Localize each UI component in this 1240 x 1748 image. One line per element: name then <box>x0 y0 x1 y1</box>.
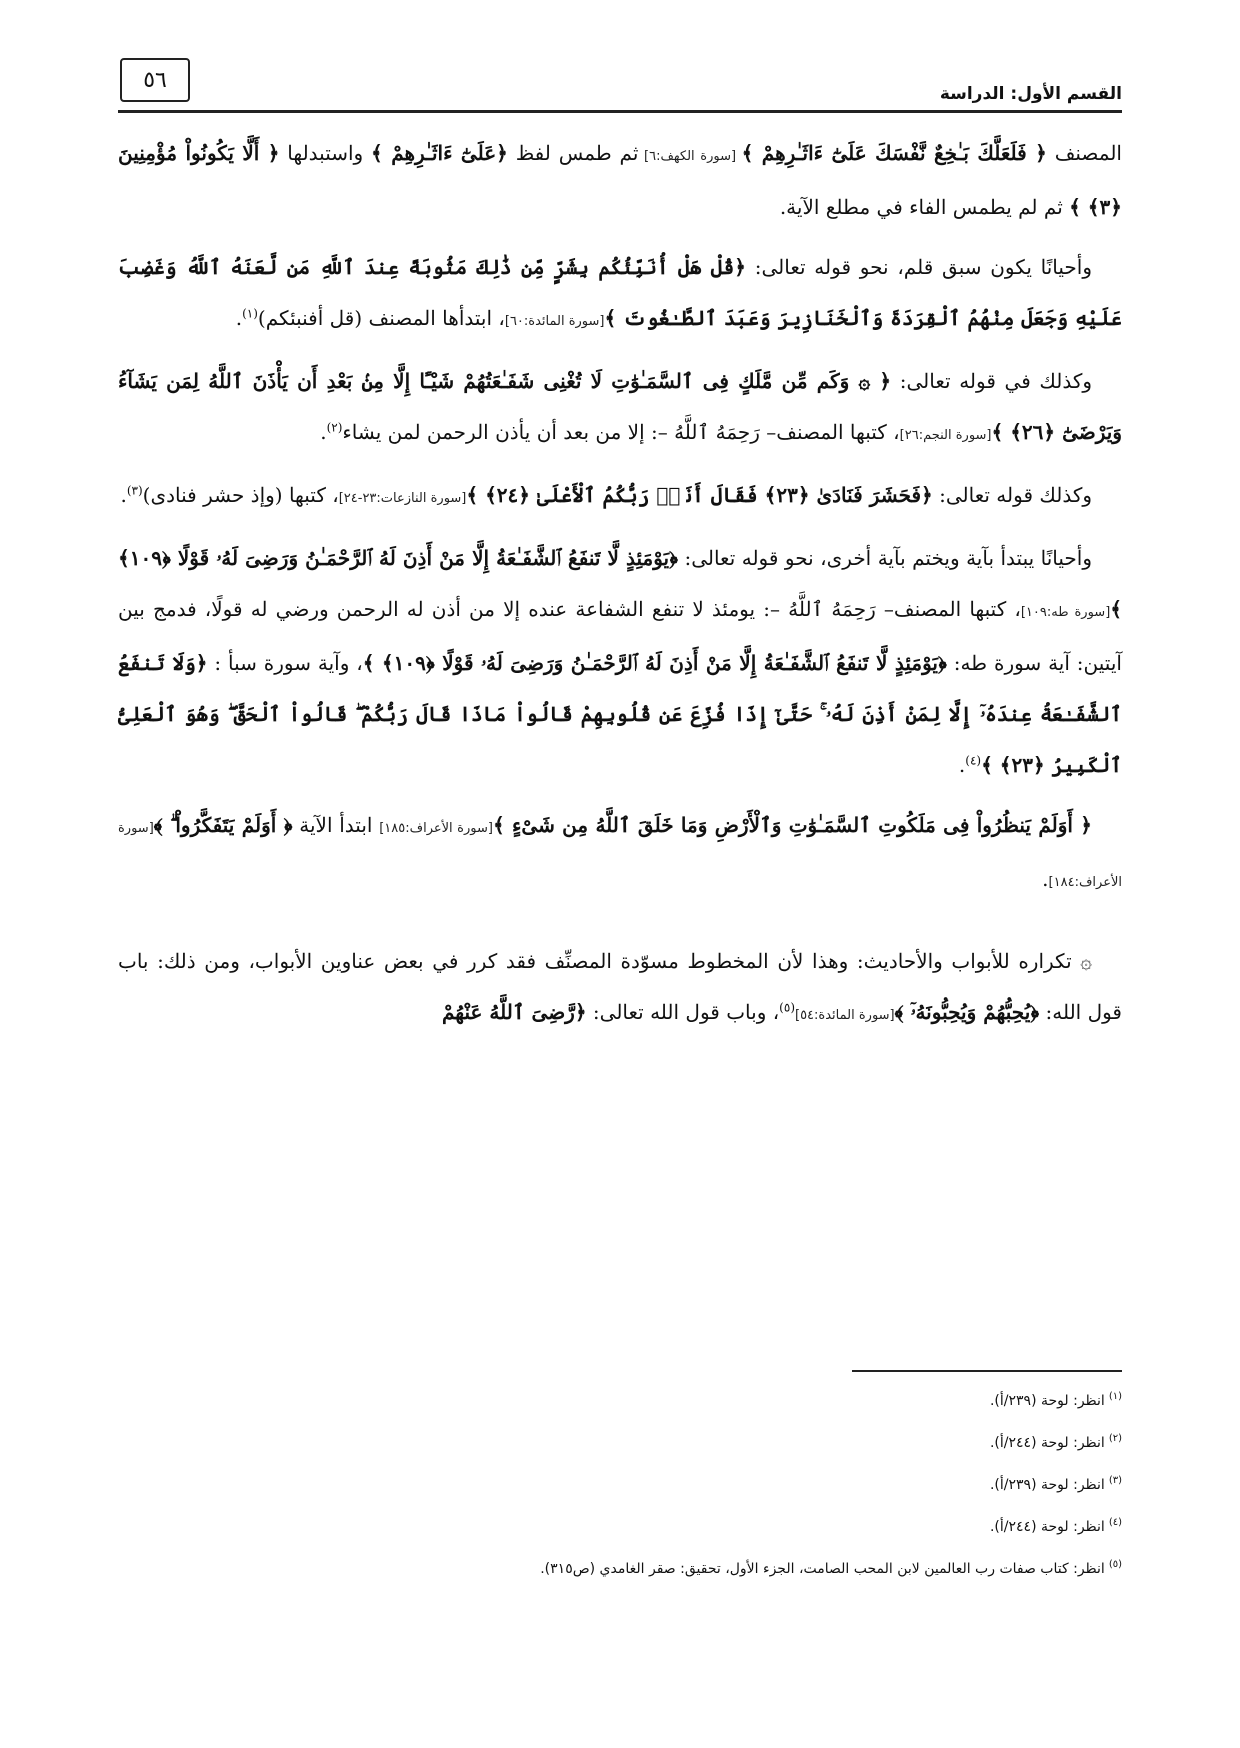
quran-verse: ﴿وَلَا تَنفَعُ ٱلشَّفَـٰعَةُ عِندَهُۥٓ إِلَّا لِمَنْ أَذِنَ لَهُۥ ۚ حَتَّىٰٓ إِذَا فُزِّعَ عَن قُلُوبِهِمْ قَالُواْ مَاذَا قَالَ رَبُّكُمْ ۖ قَالُواْ ٱلْحَقَّ ۖ وَهُوَ ٱلْعَلِىُّ ٱلْكَبِيرُ ﴿٢٣﴾ ﴾ <box>118 651 1122 777</box>
footnote-number: (٤) <box>1108 1517 1122 1529</box>
body-text: . <box>958 753 966 777</box>
paragraph <box>118 356 1122 461</box>
surah-reference: [سورة النازعات:٢٣-٢٤] <box>338 491 467 506</box>
body-text: ابتدأ الآية <box>292 813 380 837</box>
quran-verse: ﴿ فَلَعَلَّكَ بَـٰخِعٌ نَّفْسَكَ عَلَىٰٓ ءَاثَـٰرِهِمْ ﴾ <box>741 141 1047 165</box>
body-text: ، ابتدأها المصنف (قل أفنبئكم) <box>257 306 505 330</box>
footnote <box>118 1512 1122 1554</box>
body-text: المصنف <box>1046 141 1122 165</box>
footnote-marker: (١) <box>242 306 258 321</box>
footnote-marker: (٥) <box>779 1000 795 1015</box>
body-text: . <box>320 420 327 444</box>
quran-verse: ﴿قُلْ هَلْ أُنَبِّئُكُم بِشَرٍّ مِّن ذَٰلِكَ مَثُوبَةً عِندَ ٱللَّهِ مَن لَّعَنَهُ ٱللَّهُ وَغَضِبَ عَلَيْهِ وَجَعَلَ مِنْهُمُ ٱلْقِرَدَةَ وَٱلْخَنَازِيرَ وَعَبَدَ ٱلطَّـٰغُوتَ ﴾ <box>118 255 1122 330</box>
body-text: ، كتبها المصنف– رَحِمَهُ ٱللَّهُ –: إلا من بعد أن يأذن الرحمن لمن يشاء <box>342 420 900 444</box>
footnote-marker: (٣) <box>126 483 143 498</box>
footnotes <box>118 1386 1122 1596</box>
body-text: ، وباب قول الله تعالى: <box>586 1000 780 1024</box>
paragraph <box>118 242 1122 347</box>
paragraph <box>118 936 1122 1041</box>
section-title: القسم الأول: الدراسة <box>939 84 1122 104</box>
body-text: . <box>235 306 243 330</box>
paragraph <box>118 470 1122 524</box>
header-divider <box>118 110 1122 113</box>
surah-reference: [سورة المائدة:٦٠] <box>504 314 605 329</box>
body-text: ، كتبها (وإذ حشر فنادى) <box>142 483 339 507</box>
footnote-text: انظر: لوحة (٢٣٩/أ). <box>989 1393 1105 1409</box>
quran-verse: ﴿عَلَىٰٓ ءَاثَـٰرِهِمْ ﴾ <box>371 141 508 165</box>
quran-verse: ﴿يَوْمَئِذٍ لَّا تَنفَعُ ٱلشَّفَـٰعَةُ إِلَّا مَنْ أَذِنَ لَهُ ٱلرَّحْمَـٰنُ وَرَضِىَ لَهُۥ قَوْلًا ﴿١٠٩﴾ ﴾ <box>118 546 1122 621</box>
footnote-number: (٣) <box>1108 1475 1122 1487</box>
surah-reference: [سورة المائدة:٥٤] <box>795 1008 895 1023</box>
surah-reference: [سورة الأعراف:١٨٤] <box>118 821 1122 890</box>
body-text: ، كتبها المصنف– رَحِمَهُ ٱللَّهُ –: يومئذ لا تنفع الشفاعة عنده إلا من أذن له الرحمن ورضي له قولًا، فدمج بين آيتين: آية سورة طه: <box>118 597 1122 675</box>
quran-verse: ﴿ أَوَلَمْ يَتَفَكَّرُواْ ۗ ﴾ <box>153 813 293 837</box>
footnote-divider <box>852 1370 1122 1372</box>
footnote <box>118 1554 1122 1596</box>
quran-verse: ﴿ أَلَّا يَكُونُواْ مُؤْمِنِينَ ﴿٣﴾ ﴾ <box>118 141 1122 219</box>
footnote-marker: (٤) <box>965 753 982 768</box>
footnote-number: (٢) <box>1108 1433 1122 1445</box>
surah-reference: [سورة النجم:٢٦] <box>899 428 992 443</box>
footnote-text: انظر: لوحة (٢٤٤/أ). <box>989 1519 1105 1535</box>
body-text: وكذلك في قوله تعالى: <box>891 369 1092 393</box>
body-text: . <box>120 483 127 507</box>
body-text: . <box>1042 867 1049 891</box>
footnote-text: انظر: كتاب صفات رب العالمين لابن المحب الصامت، الجزء الأول، تحقيق: صقر الغامدي (ص٣١٥). <box>540 1561 1105 1577</box>
body-text: وأحيانًا يكون سبق قلم، نحو قوله تعالى: <box>745 255 1093 279</box>
surah-reference: [سورة طه:١٠٩] <box>1020 605 1111 620</box>
paragraph <box>118 128 1122 233</box>
quran-verse: ﴿ أَوَلَمْ يَنظُرُواْ فِى مَلَكُوتِ ٱلسَّمَـٰوَٰتِ وَٱلْأَرْضِ وَمَا خَلَقَ ٱللَّهُ مِن شَىْءٍ ﴾ <box>492 813 1092 837</box>
quran-verse: ﴿فَحَشَرَ فَنَادَىٰ ﴿٢٣﴾ فَقَالَ أَنَا۠ رَبُّكُمُ ٱلْأَعْلَىٰ ﴿٢٤﴾ ﴾ <box>466 483 933 507</box>
page-number-box: ٥٦ <box>120 58 190 102</box>
surah-reference: [سورة الأعراف:١٨٥] <box>379 821 493 836</box>
footnote-number: (٥) <box>1108 1559 1122 1571</box>
quran-verse: ﴿ ۞ وَكَم مِّن مَّلَكٍ فِى ٱلسَّمَـٰوَٰتِ لَا تُغْنِى شَفَـٰعَتُهُمْ شَيْـًٔا إِلَّا مِنۢ بَعْدِ أَن يَأْذَنَ ٱللَّهُ لِمَن يَشَآءُ وَيَرْضَىٰٓ ﴿٢٦﴾ ﴾ <box>118 369 1122 444</box>
body-text: ثم لم يطمس الفاء في مطلع الآية. <box>779 195 1070 219</box>
page-header <box>118 58 1122 110</box>
footnote <box>118 1386 1122 1428</box>
main-text <box>118 128 1122 1050</box>
body-text: ، وآية سورة سبأ : <box>207 651 363 675</box>
body-text: وأحيانًا يبتدأ بآية ويختم بآية أخرى، نحو قوله تعالى: <box>677 546 1093 570</box>
body-text: واستبدلها <box>279 141 372 165</box>
ornament-icon: ۞ <box>1080 949 1092 973</box>
body-text: ثم طمس لفظ <box>507 141 639 165</box>
paragraph <box>118 533 1122 791</box>
quran-verse: ﴿رَّضِىَ ٱللَّهُ عَنْهُمْ <box>441 1000 587 1024</box>
surah-reference: [سورة الكهف:٦] <box>638 149 742 164</box>
quran-verse: ﴿يُحِبُّهُمْ وَيُحِبُّونَهُۥٓ ﴾ <box>894 1000 1040 1024</box>
footnote-text: انظر: لوحة (٢٣٩/أ). <box>989 1477 1105 1493</box>
footnote-marker: (٢) <box>326 420 343 435</box>
footnote <box>118 1428 1122 1470</box>
body-text: تكراره للأبواب والأحاديث: وهذا لأن المخطوط مسوّدة المصنِّف فقد كرر في بعض عناوين الأبواب، ومن ذلك: باب قول الله: <box>118 949 1122 1024</box>
footnote <box>118 1470 1122 1512</box>
quran-verse: ﴿يَوْمَئِذٍ لَّا تَنفَعُ ٱلشَّفَـٰعَةُ إِلَّا مَنْ أَذِنَ لَهُ ٱلرَّحْمَـٰنُ وَرَضِىَ لَهُۥ قَوْلًا ﴿١٠٩﴾ ﴾ <box>362 651 947 675</box>
paragraph <box>118 800 1122 908</box>
body-text: وكذلك قوله تعالى: <box>932 483 1092 507</box>
footnote-number: (١) <box>1108 1391 1122 1403</box>
footnote-text: انظر: لوحة (٢٤٤/أ). <box>989 1435 1105 1451</box>
